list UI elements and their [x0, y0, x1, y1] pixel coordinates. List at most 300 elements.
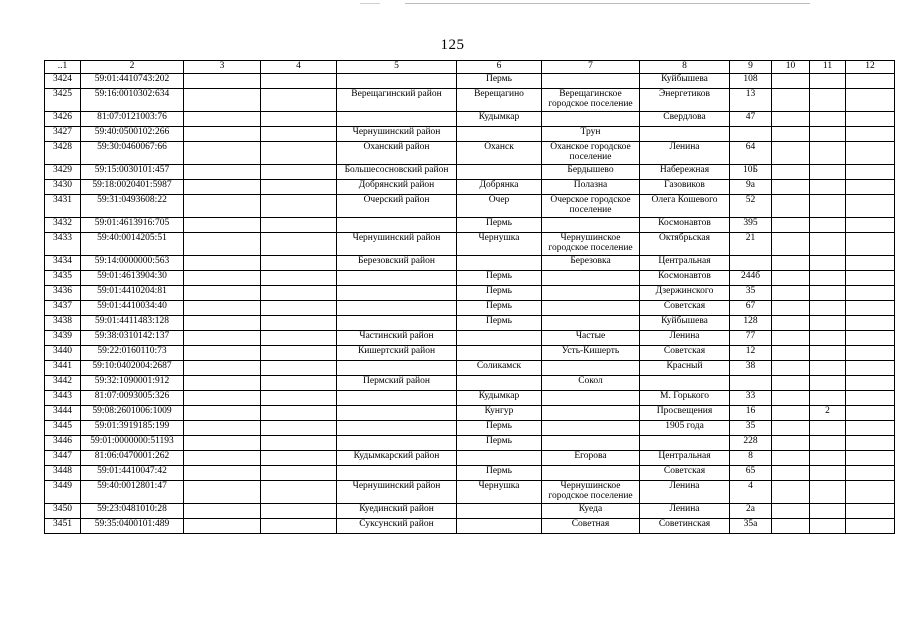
table-row	[45, 421, 895, 436]
page-number: 125	[440, 37, 465, 53]
table-row	[45, 504, 895, 519]
col-11-cell	[810, 391, 846, 406]
city-cell: Пермь	[457, 436, 542, 451]
col-11-cell	[810, 421, 846, 436]
row-number-cell: 3430	[45, 180, 81, 195]
col-3-cell	[184, 504, 261, 519]
col-3-cell	[184, 74, 261, 89]
col-12-cell	[846, 271, 895, 286]
col-12-cell	[846, 316, 895, 331]
street-cell: Центральная	[640, 451, 730, 466]
col-12-cell	[846, 218, 895, 233]
column-header: 12	[846, 61, 895, 74]
cadastral-number-cell: 59:01:4410204:81	[81, 286, 184, 301]
col-4-cell	[261, 519, 337, 534]
table-row	[45, 271, 895, 286]
table-row	[45, 127, 895, 142]
col-10-cell	[772, 451, 810, 466]
col-11-cell	[810, 286, 846, 301]
col-3-cell	[184, 376, 261, 391]
city-cell: Кудымкар	[457, 112, 542, 127]
cadastral-number-cell: 59:01:4410047:42	[81, 466, 184, 481]
col-11-cell	[810, 165, 846, 180]
register-body	[45, 74, 895, 534]
row-number-cell: 3431	[45, 195, 81, 218]
col-12-cell	[846, 180, 895, 195]
table-row	[45, 331, 895, 346]
row-number-cell: 3437	[45, 301, 81, 316]
col-10-cell	[772, 436, 810, 451]
house-number-cell	[730, 376, 772, 391]
row-number-cell: 3429	[45, 165, 81, 180]
street-cell: Красный	[640, 361, 730, 376]
col-10-cell	[772, 286, 810, 301]
cadastral-number-cell: 59:01:0000000:51193	[81, 436, 184, 451]
col-11-cell	[810, 346, 846, 361]
cadastral-number-cell: 59:18:0020401:5987	[81, 180, 184, 195]
row-number-cell: 3425	[45, 89, 81, 112]
city-cell: Чернушка	[457, 481, 542, 504]
street-cell: Просвещения	[640, 406, 730, 421]
city-cell: Пермь	[457, 218, 542, 233]
settlement-cell: Очерское городское поселение	[542, 195, 640, 218]
street-cell: Советская	[640, 301, 730, 316]
city-cell: Очер	[457, 195, 542, 218]
district-cell	[337, 361, 457, 376]
col-3-cell	[184, 331, 261, 346]
settlement-cell	[542, 436, 640, 451]
city-cell: Верещагино	[457, 89, 542, 112]
house-number-cell: 128	[730, 316, 772, 331]
col-11-cell	[810, 481, 846, 504]
city-cell: Добрянка	[457, 180, 542, 195]
col-10-cell	[772, 504, 810, 519]
house-number-cell: 77	[730, 331, 772, 346]
cadastral-number-cell: 59:14:0000000:563	[81, 256, 184, 271]
settlement-cell: Частые	[542, 331, 640, 346]
scan-artifact-line	[405, 3, 810, 4]
table-row	[45, 286, 895, 301]
col-4-cell	[261, 466, 337, 481]
column-header: ..1	[45, 61, 81, 74]
col-3-cell	[184, 142, 261, 165]
table-row	[45, 406, 895, 421]
city-cell: Пермь	[457, 286, 542, 301]
street-cell: Куйбышева	[640, 74, 730, 89]
col-3-cell	[184, 316, 261, 331]
col-11-cell	[810, 233, 846, 256]
settlement-cell	[542, 218, 640, 233]
street-cell: Олега Кошевого	[640, 195, 730, 218]
col-12-cell	[846, 361, 895, 376]
col-12-cell	[846, 127, 895, 142]
table-row	[45, 195, 895, 218]
street-cell: Советская	[640, 466, 730, 481]
col-4-cell	[261, 218, 337, 233]
col-12-cell	[846, 195, 895, 218]
settlement-cell: Бердышево	[542, 165, 640, 180]
cadastral-number-cell: 59:01:4613916:705	[81, 218, 184, 233]
table-row	[45, 180, 895, 195]
settlement-cell: Чернушинское городское поселение	[542, 481, 640, 504]
city-cell	[457, 165, 542, 180]
col-11-cell	[810, 142, 846, 165]
cadastral-number-cell: 81:07:0093005:326	[81, 391, 184, 406]
col-12-cell	[846, 233, 895, 256]
col-4-cell	[261, 331, 337, 346]
city-cell: Пермь	[457, 316, 542, 331]
cadastral-number-cell: 59:01:3919185:199	[81, 421, 184, 436]
house-number-cell: 4	[730, 481, 772, 504]
row-number-cell: 3432	[45, 218, 81, 233]
settlement-cell: Полазна	[542, 180, 640, 195]
col-4-cell	[261, 361, 337, 376]
row-number-cell: 3449	[45, 481, 81, 504]
col-3-cell	[184, 436, 261, 451]
col-4-cell	[261, 127, 337, 142]
cadastral-number-cell: 59:08:2601006:1009	[81, 406, 184, 421]
col-10-cell	[772, 127, 810, 142]
col-10-cell	[772, 361, 810, 376]
cadastral-number-cell: 59:01:4410743:202	[81, 74, 184, 89]
col-10-cell	[772, 301, 810, 316]
settlement-cell: Оханское городское поселение	[542, 142, 640, 165]
col-12-cell	[846, 165, 895, 180]
col-3-cell	[184, 89, 261, 112]
settlement-cell	[542, 301, 640, 316]
house-number-cell: 8	[730, 451, 772, 466]
row-number-cell: 3450	[45, 504, 81, 519]
city-cell	[457, 376, 542, 391]
city-cell	[457, 331, 542, 346]
col-10-cell	[772, 346, 810, 361]
house-number-cell: 12	[730, 346, 772, 361]
col-3-cell	[184, 301, 261, 316]
col-10-cell	[772, 165, 810, 180]
settlement-cell	[542, 361, 640, 376]
table-row	[45, 89, 895, 112]
street-cell: Космонавтов	[640, 218, 730, 233]
cadastral-number-cell: 59:32:1090001:912	[81, 376, 184, 391]
street-cell: Набережная	[640, 165, 730, 180]
house-number-cell: 9а	[730, 180, 772, 195]
col-12-cell	[846, 301, 895, 316]
city-cell: Кунгур	[457, 406, 542, 421]
col-12-cell	[846, 466, 895, 481]
cadastral-number-cell: 59:16:0010302:634	[81, 89, 184, 112]
col-4-cell	[261, 142, 337, 165]
col-3-cell	[184, 165, 261, 180]
col-11-cell	[810, 436, 846, 451]
street-cell: Ленина	[640, 331, 730, 346]
district-cell	[337, 436, 457, 451]
table-row	[45, 391, 895, 406]
settlement-cell	[542, 112, 640, 127]
row-number-cell: 3444	[45, 406, 81, 421]
settlement-cell	[542, 286, 640, 301]
col-4-cell	[261, 376, 337, 391]
district-cell	[337, 421, 457, 436]
col-11-cell: 2	[810, 406, 846, 421]
street-cell: М. Горького	[640, 391, 730, 406]
col-10-cell	[772, 256, 810, 271]
table-row	[45, 256, 895, 271]
col-12-cell	[846, 451, 895, 466]
col-12-cell	[846, 391, 895, 406]
table-row	[45, 346, 895, 361]
row-number-cell: 3442	[45, 376, 81, 391]
col-4-cell	[261, 112, 337, 127]
column-header: 10	[772, 61, 810, 74]
cadastral-number-cell: 59:30:0460067:66	[81, 142, 184, 165]
city-cell: Оханск	[457, 142, 542, 165]
col-10-cell	[772, 376, 810, 391]
cadastral-number-cell: 59:22:0160110:73	[81, 346, 184, 361]
city-cell	[457, 256, 542, 271]
district-cell	[337, 301, 457, 316]
cadastral-number-cell: 59:38:0310142:137	[81, 331, 184, 346]
table-row	[45, 233, 895, 256]
col-10-cell	[772, 331, 810, 346]
city-cell: Пермь	[457, 466, 542, 481]
house-number-cell: 395	[730, 218, 772, 233]
col-10-cell	[772, 271, 810, 286]
col-4-cell	[261, 89, 337, 112]
house-number-cell: 16	[730, 406, 772, 421]
settlement-cell: Березовка	[542, 256, 640, 271]
city-cell: Пермь	[457, 74, 542, 89]
col-3-cell	[184, 233, 261, 256]
col-10-cell	[772, 233, 810, 256]
street-cell: Ленина	[640, 481, 730, 504]
house-number-cell: 65	[730, 466, 772, 481]
column-header: 2	[81, 61, 184, 74]
settlement-cell	[542, 316, 640, 331]
city-cell	[457, 346, 542, 361]
col-3-cell	[184, 112, 261, 127]
district-cell	[337, 112, 457, 127]
col-12-cell	[846, 376, 895, 391]
district-cell: Кишертский район	[337, 346, 457, 361]
col-10-cell	[772, 112, 810, 127]
col-4-cell	[261, 165, 337, 180]
cadastral-number-cell: 81:07:0121003:76	[81, 112, 184, 127]
row-number-cell: 3441	[45, 361, 81, 376]
street-cell: Ленина	[640, 142, 730, 165]
col-11-cell	[810, 256, 846, 271]
district-cell	[337, 74, 457, 89]
street-cell	[640, 376, 730, 391]
col-3-cell	[184, 127, 261, 142]
settlement-cell: Усть-Кишерть	[542, 346, 640, 361]
col-4-cell	[261, 195, 337, 218]
table-row	[45, 74, 895, 89]
district-cell: Суксунский район	[337, 519, 457, 534]
col-10-cell	[772, 316, 810, 331]
col-3-cell	[184, 406, 261, 421]
col-11-cell	[810, 376, 846, 391]
col-4-cell	[261, 301, 337, 316]
district-cell	[337, 406, 457, 421]
col-10-cell	[772, 519, 810, 534]
col-4-cell	[261, 316, 337, 331]
col-11-cell	[810, 519, 846, 534]
house-number-cell: 2а	[730, 504, 772, 519]
house-number-cell: 13	[730, 89, 772, 112]
street-cell: 1905 года	[640, 421, 730, 436]
col-3-cell	[184, 466, 261, 481]
row-number-cell: 3433	[45, 233, 81, 256]
col-11-cell	[810, 301, 846, 316]
street-cell: Дзержинского	[640, 286, 730, 301]
row-number-cell: 3443	[45, 391, 81, 406]
district-cell: Пермский район	[337, 376, 457, 391]
row-number-cell: 3426	[45, 112, 81, 127]
col-11-cell	[810, 127, 846, 142]
row-number-cell: 3438	[45, 316, 81, 331]
col-3-cell	[184, 271, 261, 286]
table-row	[45, 481, 895, 504]
col-3-cell	[184, 519, 261, 534]
house-number-cell: 35	[730, 421, 772, 436]
house-number-cell	[730, 127, 772, 142]
col-4-cell	[261, 451, 337, 466]
column-header: 4	[261, 61, 337, 74]
col-10-cell	[772, 218, 810, 233]
district-cell: Куединский район	[337, 504, 457, 519]
column-header: 7	[542, 61, 640, 74]
house-number-cell: 47	[730, 112, 772, 127]
row-number-cell: 3445	[45, 421, 81, 436]
district-cell: Верещагинский район	[337, 89, 457, 112]
row-number-cell: 3448	[45, 466, 81, 481]
district-cell	[337, 391, 457, 406]
col-4-cell	[261, 74, 337, 89]
col-12-cell	[846, 142, 895, 165]
city-cell: Соликамск	[457, 361, 542, 376]
house-number-cell: 67	[730, 301, 772, 316]
street-cell	[640, 127, 730, 142]
col-12-cell	[846, 421, 895, 436]
table-row	[45, 451, 895, 466]
street-cell: Советинская	[640, 519, 730, 534]
col-10-cell	[772, 180, 810, 195]
settlement-cell	[542, 271, 640, 286]
cadastral-number-cell: 81:06:0470001:262	[81, 451, 184, 466]
house-number-cell: 10Б	[730, 165, 772, 180]
col-11-cell	[810, 112, 846, 127]
settlement-cell: Сокол	[542, 376, 640, 391]
house-number-cell: 244б	[730, 271, 772, 286]
col-11-cell	[810, 466, 846, 481]
col-10-cell	[772, 74, 810, 89]
city-cell: Пермь	[457, 421, 542, 436]
col-4-cell	[261, 233, 337, 256]
register-table	[44, 60, 895, 534]
column-header: 9	[730, 61, 772, 74]
district-cell: Частинский район	[337, 331, 457, 346]
house-number-cell: 228	[730, 436, 772, 451]
house-number-cell: 21	[730, 233, 772, 256]
column-header: 3	[184, 61, 261, 74]
table-row	[45, 301, 895, 316]
district-cell: Очерский район	[337, 195, 457, 218]
column-header: 6	[457, 61, 542, 74]
scan-artifact-line	[360, 3, 380, 4]
district-cell: Березовский район	[337, 256, 457, 271]
row-number-cell: 3439	[45, 331, 81, 346]
col-3-cell	[184, 218, 261, 233]
col-4-cell	[261, 421, 337, 436]
cadastral-number-cell: 59:35:0400101:489	[81, 519, 184, 534]
col-3-cell	[184, 286, 261, 301]
header-row	[45, 61, 895, 74]
col-4-cell	[261, 391, 337, 406]
column-header: 8	[640, 61, 730, 74]
street-cell: Центральная	[640, 256, 730, 271]
col-4-cell	[261, 180, 337, 195]
street-cell: Куйбышева	[640, 316, 730, 331]
col-10-cell	[772, 466, 810, 481]
cadastral-number-cell: 59:10:0402004:2687	[81, 361, 184, 376]
col-11-cell	[810, 451, 846, 466]
house-number-cell	[730, 256, 772, 271]
row-number-cell: 3451	[45, 519, 81, 534]
col-10-cell	[772, 406, 810, 421]
district-cell	[337, 286, 457, 301]
col-11-cell	[810, 74, 846, 89]
district-cell: Большесосновский район	[337, 165, 457, 180]
col-4-cell	[261, 286, 337, 301]
district-cell: Чернушинский район	[337, 127, 457, 142]
col-3-cell	[184, 451, 261, 466]
table-row	[45, 112, 895, 127]
district-cell: Оханский район	[337, 142, 457, 165]
settlement-cell	[542, 391, 640, 406]
col-10-cell	[772, 195, 810, 218]
col-12-cell	[846, 481, 895, 504]
city-cell: Чернушка	[457, 233, 542, 256]
column-header: 11	[810, 61, 846, 74]
table-row	[45, 466, 895, 481]
col-11-cell	[810, 331, 846, 346]
district-cell	[337, 316, 457, 331]
cadastral-number-cell: 59:40:0014205:51	[81, 233, 184, 256]
col-3-cell	[184, 195, 261, 218]
settlement-cell: Трун	[542, 127, 640, 142]
col-3-cell	[184, 421, 261, 436]
cadastral-number-cell: 59:01:4410034:40	[81, 301, 184, 316]
district-cell	[337, 271, 457, 286]
row-number-cell: 3446	[45, 436, 81, 451]
col-12-cell	[846, 406, 895, 421]
city-cell: Кудымкар	[457, 391, 542, 406]
col-4-cell	[261, 481, 337, 504]
settlement-cell: Верещагинское городское поселение	[542, 89, 640, 112]
col-12-cell	[846, 286, 895, 301]
table-row	[45, 165, 895, 180]
row-number-cell: 3440	[45, 346, 81, 361]
street-cell	[640, 436, 730, 451]
row-number-cell: 3434	[45, 256, 81, 271]
col-11-cell	[810, 180, 846, 195]
house-number-cell: 33	[730, 391, 772, 406]
table-row	[45, 436, 895, 451]
col-4-cell	[261, 256, 337, 271]
cadastral-number-cell: 59:23:0481010:28	[81, 504, 184, 519]
row-number-cell: 3427	[45, 127, 81, 142]
table-row	[45, 376, 895, 391]
